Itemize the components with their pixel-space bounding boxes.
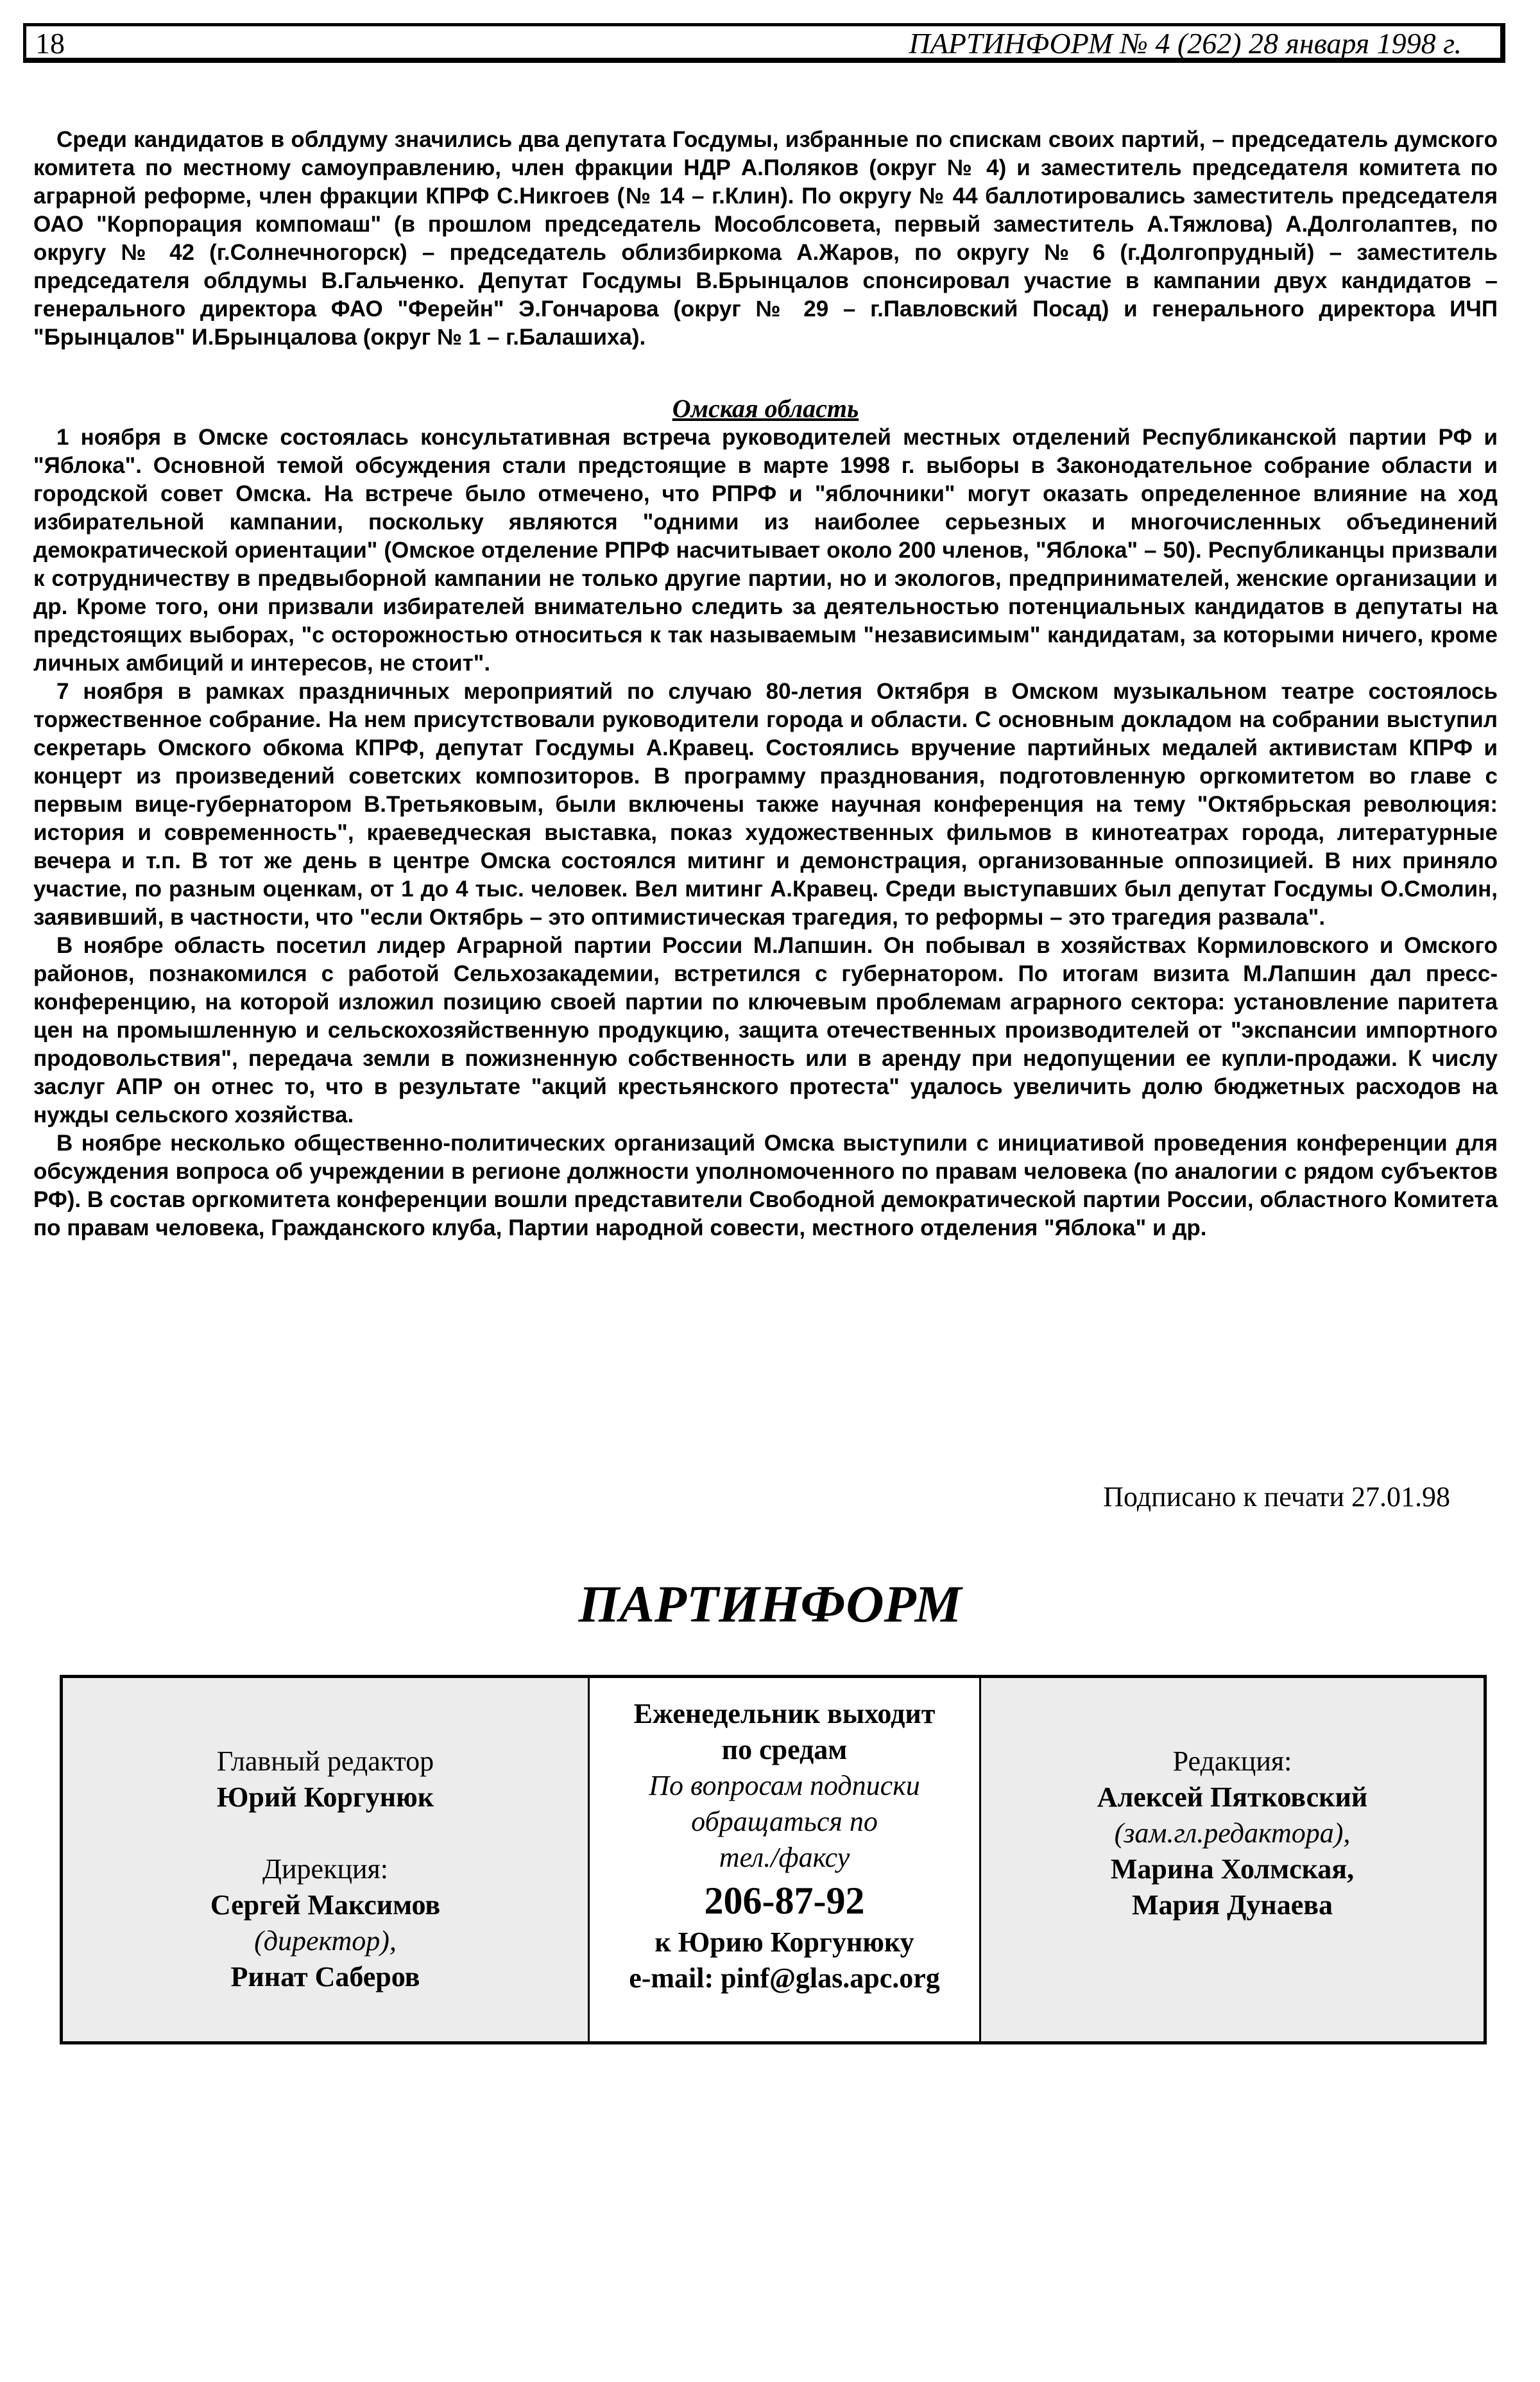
- phone-number: 206-87-92: [704, 1880, 865, 1922]
- staff-name: Марина Холмская,: [1110, 1853, 1355, 1885]
- weekly-day: по средам: [721, 1734, 848, 1765]
- page-header: [23, 23, 1505, 63]
- issue-info: ПАРТИНФОРМ № 4 (262) 28 января 1998 г.: [909, 27, 1462, 60]
- contact-person: к Юрию Коргунюку: [654, 1926, 914, 1958]
- signed-to-print: Подписано к печати 27.01.98: [1103, 1481, 1450, 1512]
- imprint-middle-column: [590, 1678, 981, 2041]
- deputy-editor-role: (зам.гл.редактора),: [1114, 1817, 1351, 1849]
- paragraph: Среди кандидатов в облдуму значились два депутата Госдумы, избранные по спискам своих партий, – председатель думского комитета по местному самоуправлению, член фракции НДР А.Поляков (округ № 4) и заместитель председателя комитета по аграрной реформе, член фракции КПРФ С.Никгоев (№ 14 – г.Клин). По округу № 44 баллотировались заместитель председателя ОАО "Корпорация компомаш" (в прошлом председатель Мособлсовета, первый заместитель А.Тяжлова) А.Долголаптев, по округу № 42 (г.Солнечногорск) – председатель облизбиркома А.Жаров, по округу № 6 (г.Долгопрудный) – заместитель председателя облдумы В.Гальченко. Депутат Госдумы В.Брынцалов спонсировал участие в кампании двух кандидатов – генерального директора ФАО "Ферейн" Э.Гончарова (округ № 29 – г.Павловский Посад) и генерального директора ИЧП "Брынцалов" И.Брынцалова (округ № 1 – г.Балашиха).: [33, 127, 1498, 350]
- imprint-right-column: [981, 1678, 1484, 2041]
- weekly-line: Еженедельник выходит: [633, 1698, 936, 1729]
- paragraph: 1 ноября в Омске состоялась консультативная встреча руководителей местных отделений Республиканской партии РФ и "Яблока". Основной темой обсуждения стали предстоящие в марте 1998 г. выборы в Законодательное собрание области и городской совет Омска. На встрече было отмечено, что РПРФ и "яблочники" могут оказать определенное влияние на ход избирательной кампании, поскольку являются "одними из наиболее серьезных и многочисленных объединений демократической ориентации" (Омское отделение РПРФ насчитывает около 200 членов, "Яблока" – 50). Республиканцы призвали к сотрудничеству в предвыборной кампании не только другие партии, но и экологов, предпринимателей, женские организации и др. Кроме того, они призвали избирателей внимательно следить за деятельностью потенциальных кандидатов в депутаты на предстоящих выборах, "с осторожностью относиться к так называемым "независимым" кандидатам, за которыми ничего, кроме личных амбиций и интересов, не стоит".: [33, 425, 1498, 676]
- director-name: Сергей Максимов: [210, 1889, 441, 1921]
- deputy-editor-name: Алексей Пятковский: [1097, 1781, 1368, 1813]
- editorial-label: Редакция:: [1172, 1745, 1292, 1777]
- imprint-left-column: [63, 1678, 590, 2041]
- page-number: 18: [35, 27, 65, 60]
- subscription-line: обращаться по: [691, 1806, 878, 1837]
- staff-name: Мария Дунаева: [1131, 1889, 1333, 1921]
- imprint-box: [60, 1675, 1487, 2044]
- paragraph: В ноябре несколько общественно-политических организаций Омска выступили с инициативой проведения конференции для обсуждения вопроса об учреждении в регионе должности уполномоченного по правам человека (по аналогии с рядом субъектов РФ). В состав оргкомитета конференции вошли представители Свободной демократической партии России, областного Комитета по правам человека, Гражданского клуба, Партии народной совести, местного отделения "Яблока" и др.: [33, 1131, 1498, 1240]
- section-title: Омская область: [672, 394, 859, 423]
- editor-label: Главный редактор: [216, 1745, 434, 1777]
- editor-name: Юрий Коргунюк: [216, 1781, 434, 1813]
- masthead-title: ПАРТИНФОРМ: [578, 1575, 962, 1633]
- director-role: (директор),: [254, 1925, 397, 1957]
- subscription-line: тел./факсу: [719, 1842, 850, 1873]
- paragraph: 7 ноября в рамках праздничных мероприятий по случаю 80-летия Октября в Омском музыкальном театре состоялось торжественное собрание. На нем присутствовали руководители города и области. С основным докладом на собрании выступил секретарь Омского обкома КПРФ, депутат Госдумы А.Кравец. Состоялись вручение партийных медалей активистам КПРФ и концерт из произведений советских композиторов. В программу празднования, подготовленную оргкомитетом во главе с первым вице-губернатором В.Третьяковым, были включены также научная конференция на тему "Октябрьская революция: история и современность", краеведческая выставка, показ художественных фильмов в кинотеатрах города, литературные вечера и т.п. В тот же день в центре Омска состоялся митинг и демонстрация, организованные оппозицией. В них приняло участие, по разным оценкам, от 1 до 4 тыс. человек. Вел митинг А.Кравец. Среди выступавших был депутат Госдумы О.Смолин, заявивший, в частности, что "если Октябрь – это оптимистическая трагедия, то реформы – это трагедия развала".: [33, 679, 1498, 930]
- direction-label: Дирекция:: [262, 1853, 389, 1885]
- article-body: [33, 126, 1498, 1242]
- second-director-name: Ринат Саберов: [230, 1961, 420, 1992]
- paragraph: В ноябре область посетил лидер Аграрной партии России М.Лапшин. Он побывал в хозяйствах Кормиловского и Омского районов, познакомился с работой Сельхозакадемии, встретился с губернатором. По итогам визита М.Лапшин дал пресс-конференцию, на которой изложил позицию своей партии по ключевым проблемам аграрного сектора: установление паритета цен на промышленную и сельскохозяйственную продукцию, защита отечественных производителей от "экспансии импортного продовольствия", передача земли в пожизненную собственность или в аренду при недопущении ее купли-продажи. К числу заслуг АПР он отнес то, что в результате "акций крестьянского протеста" удалось увеличить долю бюджетных расходов на нужды сельского хозяйства.: [33, 933, 1498, 1127]
- subscription-line: По вопросам подписки: [649, 1770, 920, 1801]
- email-address: e-mail: pinf@glas.apc.org: [629, 1962, 940, 1994]
